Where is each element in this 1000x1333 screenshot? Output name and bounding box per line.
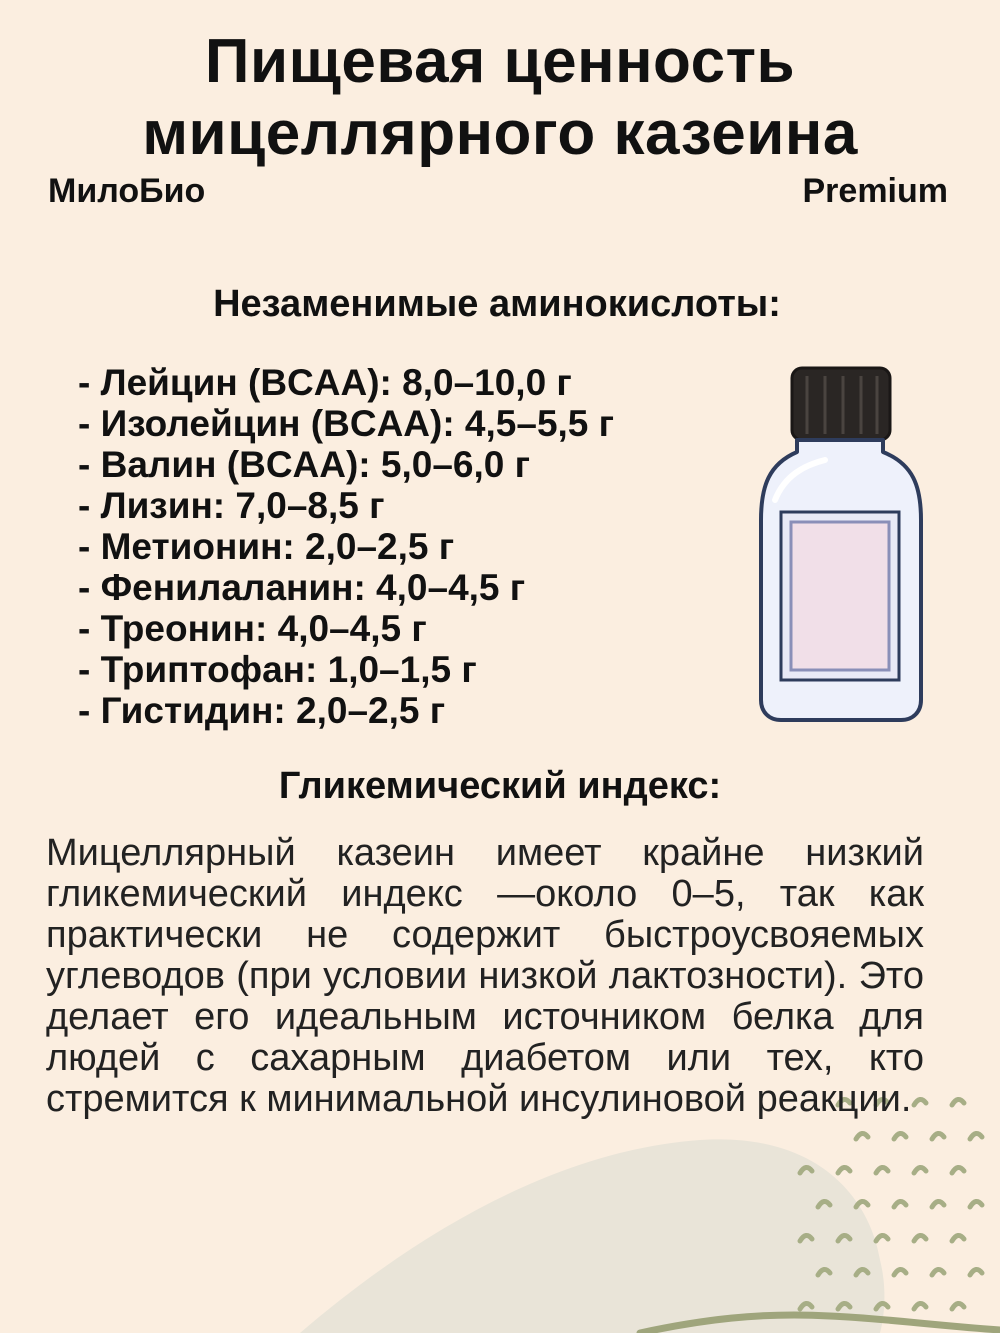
decor-dot [894,1201,906,1207]
amino-acids-heading: Незаменимые аминокислоты: [213,283,781,325]
decor-dot [914,1303,926,1309]
list-item: - Лизин: 7,0–8,5 г [78,485,385,526]
list-item: - Изолейцин (BCAA): 4,5–5,5 г [78,403,615,444]
decor-dot [894,1269,906,1275]
decor-dot [856,1133,868,1139]
list-item: - Валин (BCAA): 5,0–6,0 г [78,444,531,485]
decor-dot [894,1133,906,1139]
brand-name: МилоБио [48,172,206,210]
decor-dot [952,1303,964,1309]
decor-dot [970,1201,982,1207]
glycemic-index-text: Мицеллярный казеин имеет крайне низкий гликемический индекс —около 0–5, так как практически не содержит быстроусвояемых углеводов (при условии низкой лактозности). Это делает его идеальным источником белка для людей с сахарным диабетом или тех, кто стремится к минимальной инсулиновой реакции. [46,832,924,1120]
decor-dot [932,1133,944,1139]
list-item: - Лейцин (BCAA): 8,0–10,0 г [78,362,572,403]
amino-acids-list [78,362,614,731]
decor-dot [856,1201,868,1207]
decor-dot [914,1167,926,1173]
decor-dot [952,1099,964,1105]
decor-dot [838,1167,850,1173]
decor-dot [932,1269,944,1275]
list-item: - Фенилаланин: 4,0–4,5 г [78,567,526,608]
page-title [0,26,1000,170]
decor-blob [300,1139,884,1333]
title-line-2: мицеллярного казеина [142,99,858,168]
product-tier: Premium [802,172,948,210]
decor-dot [952,1235,964,1241]
list-item: - Треонин: 4,0–4,5 г [78,608,427,649]
decor-dot [914,1235,926,1241]
list-item: - Метионин: 2,0–2,5 г [78,526,455,567]
decor-dot [970,1269,982,1275]
decor-dot [876,1167,888,1173]
glycemic-index-heading: Гликемический индекс: [278,765,722,807]
decor-dot [876,1235,888,1241]
decor-dot [952,1167,964,1173]
title-line-1: Пищевая ценность [204,27,796,96]
list-item: - Триптофан: 1,0–1,5 г [78,649,477,690]
decor-dot [932,1201,944,1207]
bottle-icon [745,360,935,730]
list-item: - Гистидин: 2,0–2,5 г [78,690,446,731]
decor-dot [970,1133,982,1139]
